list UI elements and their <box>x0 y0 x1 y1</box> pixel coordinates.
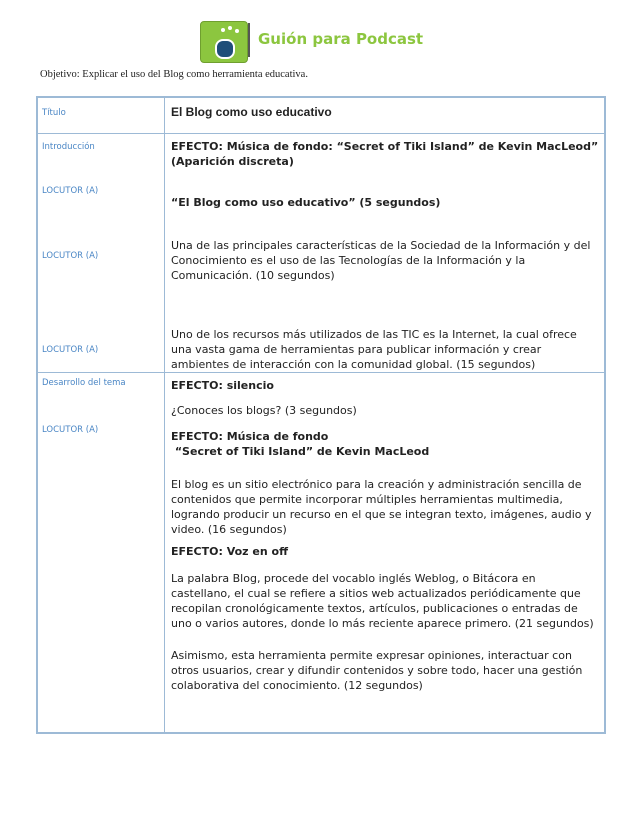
intro-content <box>165 134 604 372</box>
locutor-label: LOCUTOR (A) <box>42 345 99 355</box>
intro-paragraph <box>171 238 600 283</box>
text-line: uno o varios autores, donde lo más reciente aparece primero. (21 segundos) <box>171 617 594 630</box>
logo-dot <box>221 28 225 32</box>
text-line: ambientes de interacción con la comunidad global. (15 segundos) <box>171 358 536 371</box>
label-introduccion: Introducción <box>42 142 95 152</box>
text-line: El blog es un sitio electrónico para la creación y administración sencilla de <box>171 478 582 491</box>
locutor-label: LOCUTOR (A) <box>42 251 99 261</box>
efecto-line: EFECTO: Música de fondo <box>171 430 329 443</box>
text-line: Uno de los recursos más utilizados de las TIC es la Internet, la cual ofrece <box>171 328 577 341</box>
locutor-label: LOCUTOR (A) <box>42 425 99 435</box>
efecto-line: “Secret of Tiki Island” de Kevin MacLeod <box>171 445 430 458</box>
text-line: Asimismo, esta herramienta permite expresar opiniones, interactuar con <box>171 649 572 662</box>
efecto-voz: EFECTO: Voz en off <box>171 545 288 558</box>
text-line: Una de las principales características de la Sociedad de la Información y del <box>171 239 591 252</box>
efecto-musica <box>171 429 429 459</box>
pregunta-line: ¿Conoces los blogs? (3 segundos) <box>171 404 357 417</box>
label-cell <box>38 373 165 732</box>
logo-divider <box>248 23 250 57</box>
intro-title-line: “El Blog como uso educativo” (5 segundos) <box>171 196 441 209</box>
text-line: castellano, el cual se refiere a sitios web actualizados periódicamente que <box>171 587 581 600</box>
objective-text: Objetivo: Explicar el uso del Blog como herramienta educativa. <box>40 69 308 80</box>
value-cell <box>165 98 604 133</box>
efecto-line: EFECTO: Música de fondo: “Secret of Tiki Island” de Kevin MacLeod” <box>171 140 599 153</box>
logo-dot <box>228 26 232 30</box>
row-introduccion <box>38 133 604 372</box>
text-line: Conocimiento es el uso de las Tecnologías de la Información y la <box>171 254 526 267</box>
text-line: otros usuarios, crear y difundir contenidos y sobre todo, hacer una gestión <box>171 664 583 677</box>
row-desarrollo <box>38 372 604 732</box>
label-cell <box>38 98 165 133</box>
efecto-line: (Aparición discreta) <box>171 155 294 168</box>
text-line: logrando producir un recurso en el que se integran texto, imágenes, audio y <box>171 508 592 521</box>
text-line: colaborativa del conocimiento. (12 segundos) <box>171 679 423 692</box>
podcast-logo <box>200 17 424 63</box>
desarrollo-paragraph <box>171 648 600 693</box>
logo-title: Guión para Podcast <box>258 30 424 48</box>
efecto-silencio: EFECTO: silencio <box>171 379 274 392</box>
locutor-label: LOCUTOR (A) <box>42 186 99 196</box>
text-line: Comunicación. (10 segundos) <box>171 269 335 282</box>
script-table <box>36 96 606 734</box>
text-line: una vasta gama de herramientas para publicar información y crear <box>171 343 542 356</box>
label-titulo: Título <box>42 108 66 118</box>
label-desarrollo: Desarrollo del tema <box>42 378 126 388</box>
text-line: video. (16 segundos) <box>171 523 287 536</box>
logo-icon <box>200 21 248 63</box>
text-line: La palabra Blog, procede del vocablo inglés Weblog, o Bitácora en <box>171 572 536 585</box>
logo-dot <box>235 29 239 33</box>
desarrollo-content <box>165 373 604 732</box>
text-line: recopilan cronológicamente textos, artículos, publicaciones o entradas de <box>171 602 578 615</box>
desarrollo-paragraph <box>171 477 600 537</box>
intro-paragraph <box>171 327 600 372</box>
titulo-value: El Blog como uso educativo <box>171 105 332 119</box>
label-cell <box>38 134 165 372</box>
desarrollo-paragraph <box>171 571 600 631</box>
row-titulo <box>38 98 604 133</box>
text-line: contenidos que permite incorporar múltiples herramientas multimedia, <box>171 493 563 506</box>
logo-ball <box>215 39 235 59</box>
